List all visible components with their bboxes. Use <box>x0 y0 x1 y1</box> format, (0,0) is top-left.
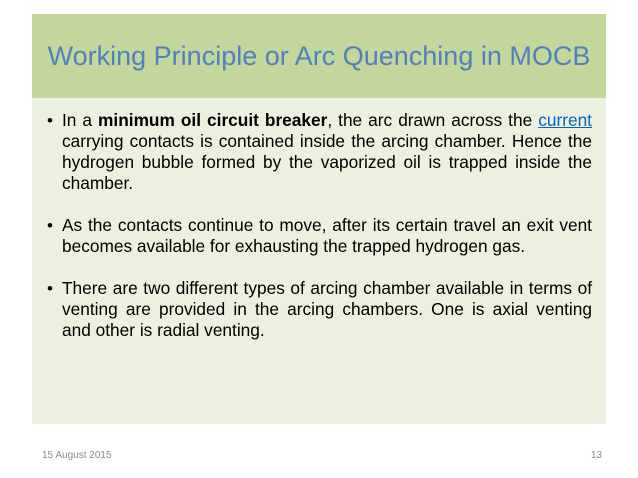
bullet-icon: • <box>47 216 53 235</box>
page-number: 13 <box>590 450 602 461</box>
footer-date: 15 August 2015 <box>42 450 112 461</box>
bullet-item <box>38 215 592 257</box>
bullet-icon: • <box>47 279 53 298</box>
bullet-item <box>38 110 592 194</box>
content-panel <box>32 98 606 424</box>
title-banner <box>32 14 606 98</box>
bullet-list <box>32 98 606 341</box>
bullet-text-pre: In a <box>62 110 99 130</box>
bullet-text: As the contacts continue to move, after its certain travel an exit vent becomes available for exhausting the trapped hydrogen gas. <box>62 215 592 256</box>
bullet-item <box>38 278 592 341</box>
bullet-text-mid: , the arc drawn across the <box>327 110 539 130</box>
bullet-icon: • <box>47 111 53 130</box>
slide-title: Working Principle or Arc Quenching in MOCB <box>47 40 591 71</box>
bullet-text <box>62 110 592 194</box>
bullet-text: There are two different types of arcing chamber available in terms of venting are provided in the arcing chambers. One is axial venting and other is radial venting. <box>62 278 592 340</box>
bullet-text-post: carrying contacts is contained inside the arcing chamber. Hence the hydrogen bubble formed by the vaporized oil is trapped inside the chamber. <box>62 131 592 193</box>
bold-term: minimum oil circuit breaker <box>98 110 328 130</box>
current-link[interactable]: current <box>538 110 592 130</box>
